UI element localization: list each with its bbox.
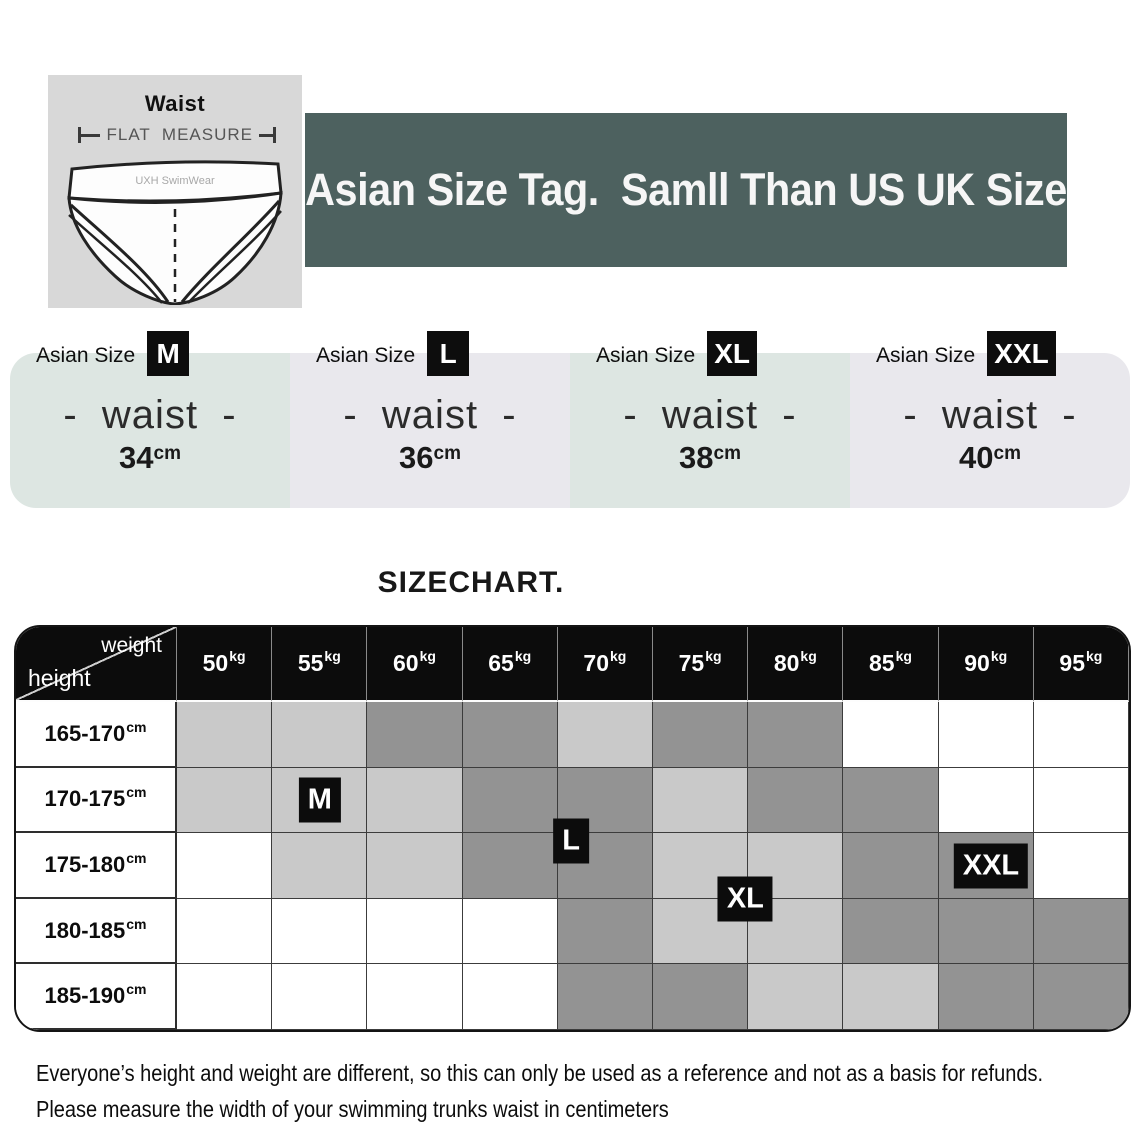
banner-text: Asian Size Tag. Samll Than US UK Size	[305, 164, 1067, 215]
corner-weight-label: weight	[101, 634, 162, 657]
size-cell	[367, 833, 462, 899]
size-cell	[177, 964, 272, 1030]
size-cell	[1034, 899, 1129, 965]
briefs-drawing-icon	[58, 153, 292, 305]
waist-value-unit: cm	[993, 443, 1021, 464]
weight-unit: kg	[514, 647, 532, 664]
size-cell	[653, 702, 748, 768]
size-card	[850, 338, 1130, 508]
weight-header-cell	[653, 627, 748, 702]
asian-size-label: Asian Size	[876, 344, 976, 367]
height-label-cell	[16, 768, 177, 834]
waist-value-number: 34	[119, 440, 154, 475]
size-cell	[367, 702, 462, 768]
height-range: 165-170	[44, 720, 126, 746]
size-cards-row	[10, 338, 1130, 508]
waist-value	[10, 440, 290, 476]
size-cell	[367, 768, 462, 834]
height-unit: cm	[126, 849, 147, 866]
asian-size-label: Asian Size	[36, 344, 136, 367]
waist-value	[570, 440, 850, 476]
corner-height-label: height	[28, 665, 91, 691]
size-cell	[367, 899, 462, 965]
size-cell	[939, 899, 1034, 965]
weight-header-cell	[939, 627, 1034, 702]
waist-value-number: 40	[959, 440, 994, 475]
weight-header-cell	[1034, 627, 1129, 702]
size-card-header	[596, 331, 757, 376]
size-badge: XL	[707, 331, 757, 376]
weight-unit: kg	[800, 647, 817, 664]
weight-value: 55	[297, 650, 324, 676]
size-cell	[843, 899, 938, 965]
size-cell	[272, 702, 367, 768]
size-cell	[463, 964, 558, 1030]
size-cell	[177, 768, 272, 834]
weight-value: 70	[583, 650, 610, 676]
size-cell	[463, 899, 558, 965]
waist-label: - waist -	[63, 393, 237, 437]
size-cell	[463, 702, 558, 768]
size-tag-banner	[305, 113, 1067, 267]
waist-value-unit: cm	[713, 443, 741, 464]
size-card-header	[36, 331, 189, 376]
weight-unit: kg	[895, 647, 912, 664]
waist-value-number: 38	[679, 440, 714, 475]
size-cell	[1034, 702, 1129, 768]
size-card	[290, 338, 570, 508]
height-unit: cm	[126, 915, 147, 932]
size-cell	[463, 833, 558, 899]
table-corner-cell	[16, 627, 177, 702]
size-cell	[272, 964, 367, 1030]
size-cell	[177, 702, 272, 768]
size-badge: M	[147, 331, 189, 376]
size-cell	[939, 702, 1034, 768]
weight-value: 65	[488, 650, 514, 676]
asian-size-label: Asian Size	[316, 344, 416, 367]
weight-unit: kg	[990, 647, 1008, 664]
size-table	[14, 625, 1131, 1032]
asian-size-label: Asian Size	[596, 344, 696, 367]
height-label-cell	[16, 964, 177, 1030]
size-cell	[748, 964, 843, 1030]
height-range: 175-180	[44, 851, 126, 877]
weight-value: 75	[678, 650, 705, 676]
size-cell	[843, 768, 938, 834]
size-cell	[748, 768, 843, 834]
weight-value: 85	[869, 650, 895, 676]
weight-header-cell	[463, 627, 558, 702]
weight-header-cell	[272, 627, 367, 702]
height-unit: cm	[126, 784, 147, 801]
size-card-header	[876, 331, 1056, 376]
size-cell	[748, 702, 843, 768]
weight-unit: kg	[1086, 647, 1103, 664]
size-cell	[843, 833, 938, 899]
flat-measure-label: FLAT MEASURE	[106, 125, 253, 144]
weight-header-cell	[558, 627, 653, 702]
size-cell	[653, 768, 748, 834]
weight-header-cell	[177, 627, 272, 702]
size-marker-m: M	[299, 778, 341, 823]
size-cell	[1034, 964, 1129, 1030]
measure-tick-right	[273, 127, 276, 143]
size-marker-xxl: XXL	[954, 844, 1028, 889]
weight-value: 60	[393, 650, 419, 676]
size-cell	[1034, 768, 1129, 834]
size-cell	[843, 964, 938, 1030]
flat-measure-line	[78, 125, 276, 145]
waist-label: - waist -	[903, 393, 1077, 437]
size-cell	[653, 964, 748, 1030]
sizechart-title: SIZECHART.	[377, 566, 565, 599]
weight-value: 95	[1059, 650, 1086, 676]
size-cell	[843, 702, 938, 768]
size-cell	[1034, 833, 1129, 899]
waist-value	[850, 440, 1130, 476]
illustration-title: Waist	[144, 91, 206, 116]
size-cell	[463, 768, 558, 834]
size-marker-l: L	[553, 819, 589, 864]
size-cell	[367, 964, 462, 1030]
size-card	[570, 338, 850, 508]
weight-value: 50	[202, 650, 229, 676]
weight-value: 80	[773, 650, 800, 676]
size-badge: XXL	[987, 331, 1055, 376]
size-cell	[272, 899, 367, 965]
height-range: 180-185	[44, 917, 126, 943]
height-unit: cm	[126, 981, 147, 998]
waist-value-unit: cm	[433, 443, 461, 464]
height-label-cell	[16, 899, 177, 965]
size-badge: L	[427, 331, 469, 376]
waist-label: - waist -	[623, 393, 797, 437]
height-unit: cm	[126, 718, 147, 735]
size-cell	[177, 833, 272, 899]
weight-unit: kg	[610, 647, 627, 664]
footer-disclaimer-line1: Everyone’s height and weight are different, so this can only be used as a reference and not as a basis for refunds.	[36, 1060, 1044, 1086]
size-cell	[939, 964, 1034, 1030]
waist-value-unit: cm	[153, 443, 181, 464]
height-label-cell	[16, 702, 177, 768]
weight-unit: kg	[705, 647, 722, 664]
size-card-header	[316, 331, 469, 376]
weight-header-cell	[748, 627, 843, 702]
waist-value-number: 36	[399, 440, 434, 475]
size-marker-xl: XL	[718, 876, 773, 921]
size-cell	[177, 899, 272, 965]
waist-illustration	[48, 75, 302, 308]
weight-unit: kg	[419, 647, 436, 664]
height-range: 170-175	[44, 786, 126, 812]
waist-label: - waist -	[343, 393, 517, 437]
height-label-cell	[16, 833, 177, 899]
footer-disclaimer-line2: Please measure the width of your swimming trunks waist in centimeters	[36, 1096, 669, 1122]
size-cell	[558, 702, 653, 768]
size-cell	[939, 768, 1034, 834]
weight-unit: kg	[229, 647, 246, 664]
waist-value	[290, 440, 570, 476]
weight-header-cell	[367, 627, 462, 702]
measure-line-left	[81, 134, 100, 137]
size-cell	[272, 833, 367, 899]
brand-label: UXH SwimWear	[135, 175, 215, 187]
size-cell	[558, 964, 653, 1030]
measure-line-right	[259, 134, 273, 137]
size-cell	[558, 899, 653, 965]
height-range: 185-190	[44, 983, 126, 1009]
weight-unit: kg	[324, 647, 341, 664]
weight-value: 90	[964, 650, 990, 676]
weight-header-cell	[843, 627, 938, 702]
size-card	[10, 338, 290, 508]
